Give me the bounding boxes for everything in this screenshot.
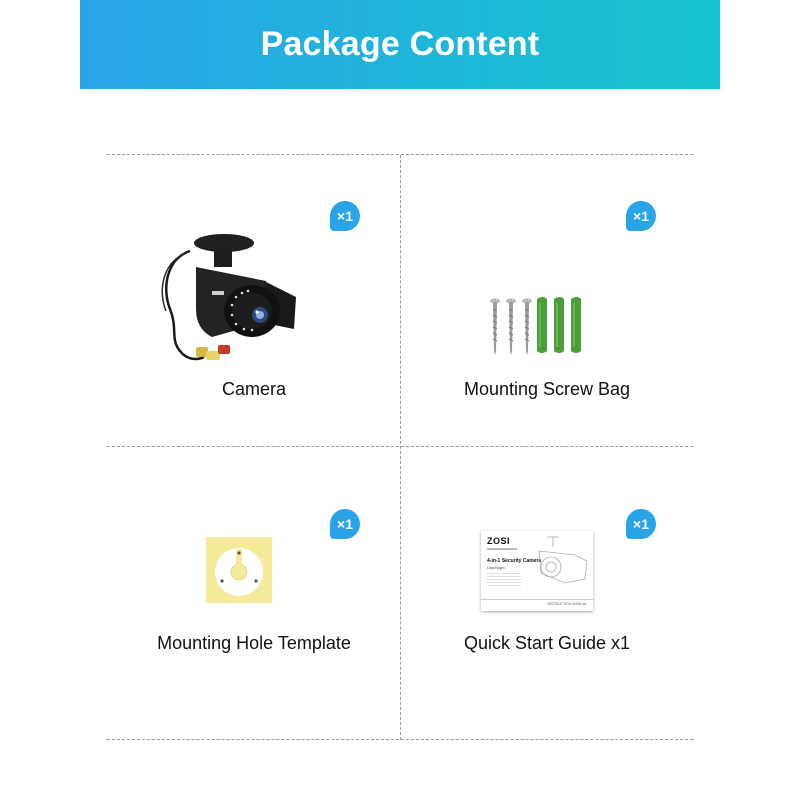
- item-label: Mounting Hole Template: [157, 633, 351, 653]
- quantity-label: ×1: [337, 516, 353, 532]
- quantity-badge: [330, 509, 360, 539]
- hole-template-icon: [206, 537, 272, 603]
- quantity-label: ×1: [633, 208, 649, 224]
- quantity-badge: [626, 201, 656, 231]
- quantity-label: ×1: [337, 208, 353, 224]
- header-banner: [80, 0, 720, 89]
- guide-text-lines: [487, 573, 521, 574]
- screw-bag-icon: [485, 295, 595, 359]
- guide-title: 4-in-1 Security Camera: [487, 558, 542, 564]
- guide-footer-divider: [481, 599, 593, 600]
- guide-subtitle: Day/Night: [487, 565, 505, 570]
- camera-icon: [156, 229, 306, 379]
- page-title: Package Content: [260, 25, 540, 63]
- package-item-quick-start-guide: [401, 447, 693, 737]
- item-label: Camera: [221, 379, 287, 399]
- package-item-hole-template: [108, 447, 400, 737]
- quick-start-guide-icon: [481, 531, 593, 611]
- item-label: Mounting Screw Bag: [463, 379, 631, 399]
- package-item-camera: [108, 155, 400, 445]
- quantity-badge: [330, 201, 360, 231]
- guide-footer: INSTRUCTION MANUAL: [547, 602, 587, 606]
- guide-brand: ZOSI: [487, 536, 511, 546]
- item-label: Quick Start Guide x1: [463, 633, 631, 653]
- guide-camera-illustration: [535, 535, 591, 587]
- guide-divider: [487, 548, 517, 550]
- quantity-badge: [626, 509, 656, 539]
- quantity-label: ×1: [633, 516, 649, 532]
- package-item-screw-bag: [401, 155, 693, 445]
